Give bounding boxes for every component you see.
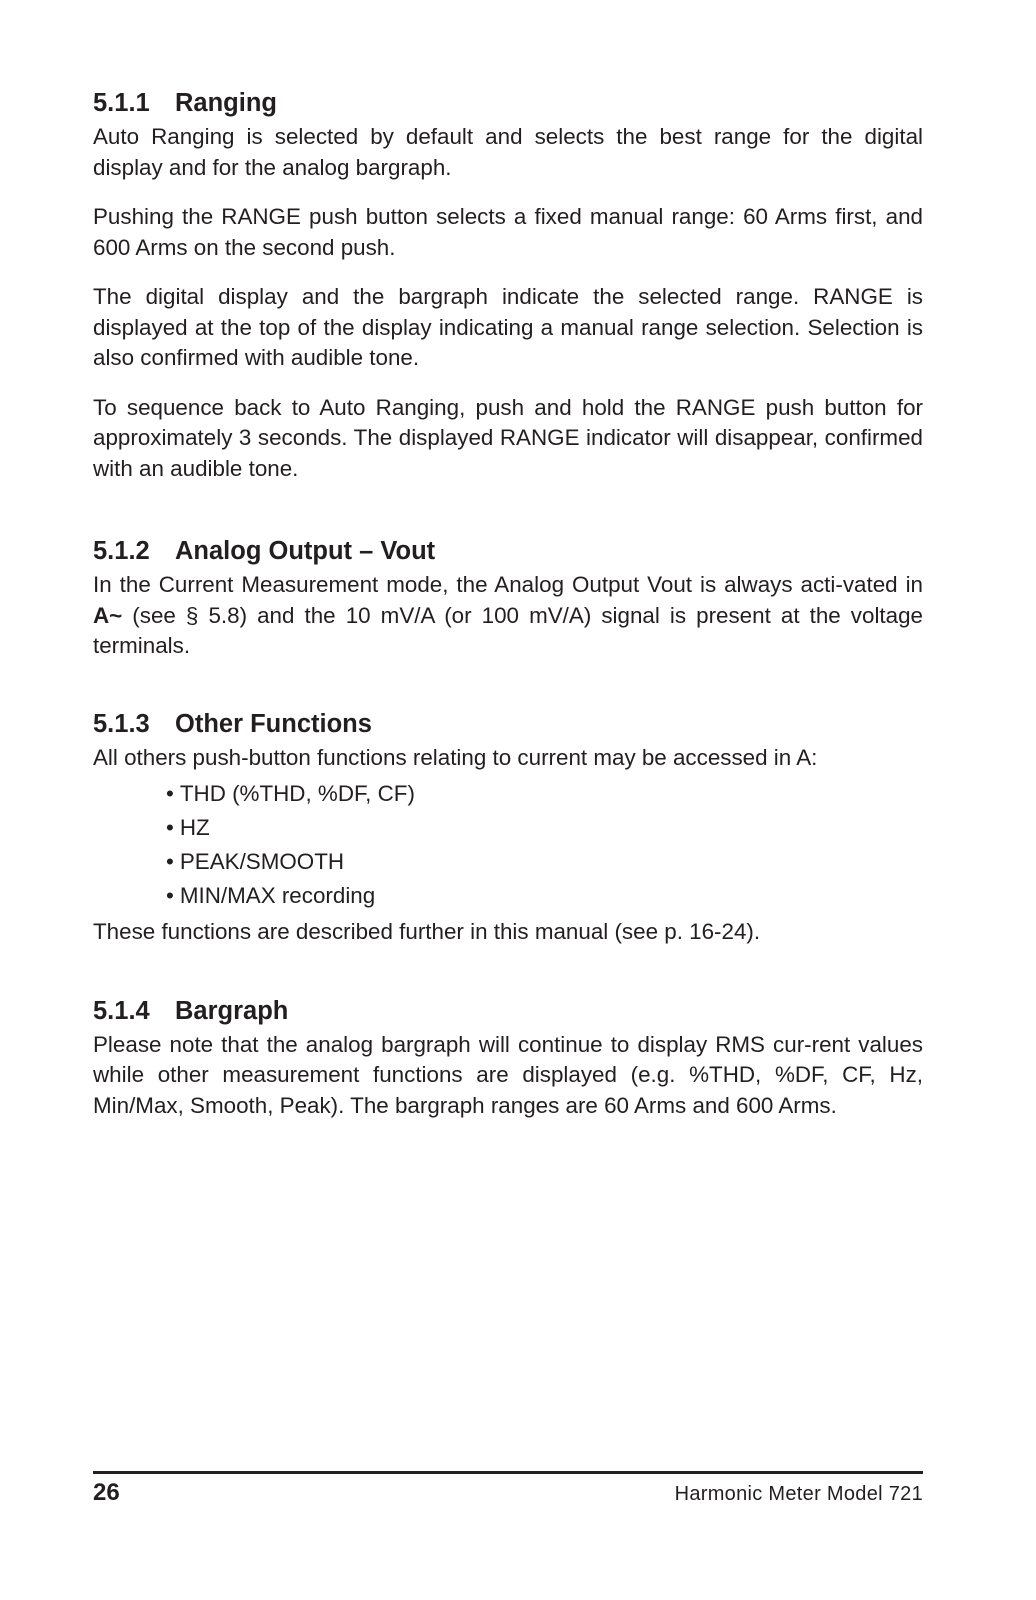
- paragraph: Please note that the analog bargraph will continue to display RMS cur-rent values while other measurement functions are displayed (e.g. %THD, %DF, CF, Hz, Min/Max, Smooth, Peak). The bargraph ranges are 60 Arms and 600 Arms.: [93, 1031, 923, 1118]
- bullet-icon: •: [166, 883, 174, 908]
- list-item: [166, 811, 923, 845]
- paragraph-text: In the Current Measurement mode, the Analog Output Vout is always acti-vated in: [93, 572, 923, 597]
- section-bargraph: [93, 994, 923, 1122]
- list-item-text: THD (%THD, %DF, CF): [179, 781, 415, 806]
- manual-page: [93, 86, 923, 1121]
- bullet-icon: •: [166, 781, 174, 806]
- paragraph: [93, 570, 923, 662]
- paragraph: These functions are described further in this manual (see p. 16-24).: [93, 919, 761, 944]
- mode-symbol: A~: [93, 602, 123, 628]
- list-item: [166, 879, 923, 913]
- function-list: [93, 777, 923, 913]
- page-number: 26: [93, 1479, 120, 1506]
- section-heading: [93, 707, 923, 741]
- list-item-text: HZ: [179, 815, 210, 840]
- section-title: Analog Output – Vout: [175, 537, 436, 565]
- paragraph: The digital display and the bargraph indicate the selected range. RANGE is displayed at the top of the display indicating a manual range selection. Selection is also confirmed with audible tone.: [93, 284, 923, 370]
- footer-model-name: Harmonic Meter Model 721: [674, 1483, 923, 1505]
- section-number: 5.1.3: [93, 709, 150, 738]
- section-number: 5.1.2: [93, 537, 150, 565]
- paragraph: To sequence back to Auto Ranging, push and hold the RANGE push button for approximately 3 seconds. The displayed RANGE indicator will disappear, confirmed with an audible tone.: [93, 394, 923, 481]
- section-heading: [93, 86, 923, 120]
- page-footer: [93, 1471, 923, 1514]
- bullet-icon: •: [166, 815, 174, 840]
- section-number: 5.1.4: [93, 996, 150, 1025]
- paragraph: All others push-button functions relating to current may be accessed in A:: [93, 744, 818, 770]
- section-analog-output: [93, 534, 923, 662]
- paragraph: Auto Ranging is selected by default and selects the best range for the digital display and for the analog bargraph.: [93, 124, 923, 180]
- paragraph-text: (see § 5.8) and the 10 mV/A (or 100 mV/A) signal is present at the voltage terminals.: [93, 602, 923, 658]
- list-item-text: MIN/MAX recording: [179, 883, 376, 908]
- paragraph: Pushing the RANGE push button selects a fixed manual range: 60 Arms first, and 600 Arms on the second push.: [93, 204, 923, 260]
- section-heading: [93, 994, 923, 1028]
- section-ranging: [93, 86, 923, 484]
- section-number: 5.1.1: [93, 89, 150, 117]
- section-title: Other Functions: [175, 709, 372, 738]
- list-item: [166, 777, 923, 811]
- bullet-icon: •: [166, 849, 174, 874]
- section-other-functions: [93, 707, 923, 948]
- section-heading: [93, 534, 923, 568]
- list-item: [166, 845, 923, 879]
- section-title: Bargraph: [175, 996, 289, 1025]
- list-item-text: PEAK/SMOOTH: [179, 849, 345, 874]
- section-title: Ranging: [175, 89, 277, 117]
